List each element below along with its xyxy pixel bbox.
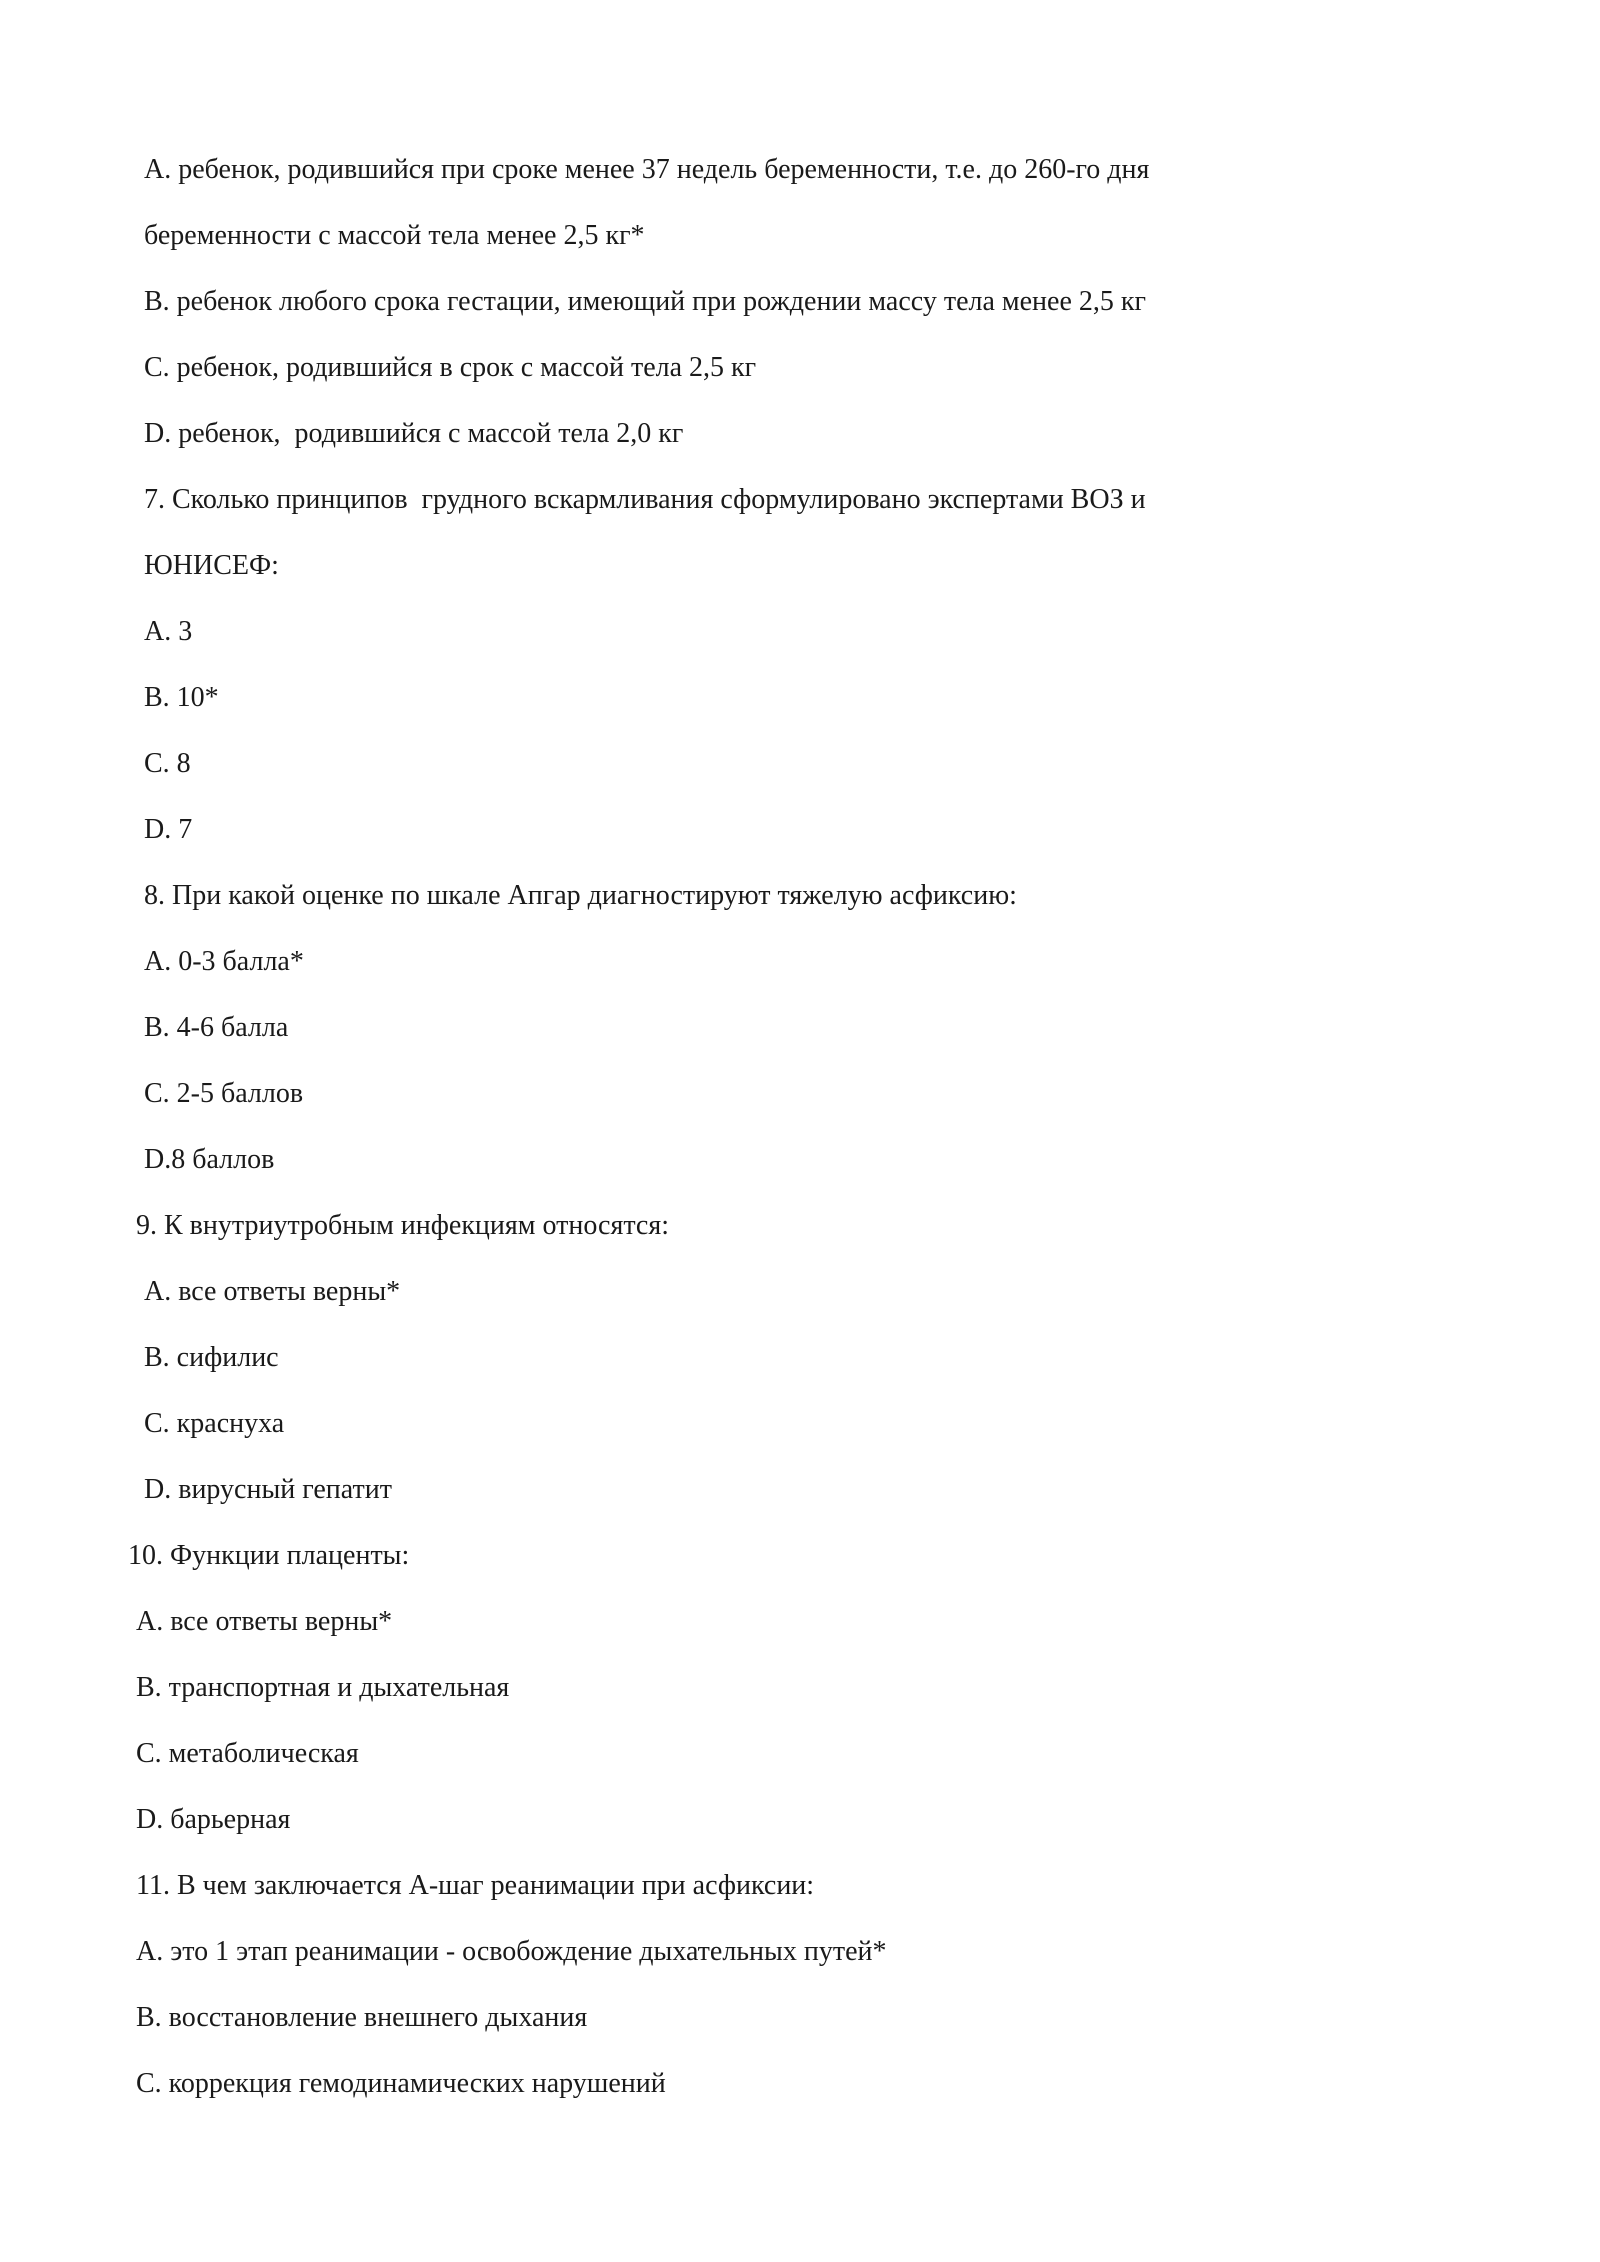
q10-option-c: C. метаболическая bbox=[136, 1738, 359, 1769]
q6-option-a-line1: A. ребенок, родившийся при сроке менее 37 недель беременности, т.е. до 260-го дня bbox=[144, 154, 1150, 185]
q7-option-b: B. 10* bbox=[144, 682, 219, 713]
q9-option-d: D. вирусный гепатит bbox=[144, 1474, 392, 1505]
q8-question: 8. При какой оценке по шкале Апгар диагностируют тяжелую асфиксию: bbox=[144, 880, 1017, 911]
q7-question-line1: 7. Сколько принципов грудного вскармливания сформулировано экспертами ВОЗ и bbox=[144, 484, 1146, 515]
q11-option-a: A. это 1 этап реанимации - освобождение дыхательных путей* bbox=[136, 1936, 887, 1967]
q11-question: 11. В чем заключается А-шаг реанимации при асфиксии: bbox=[136, 1870, 815, 1901]
q8-option-b: B. 4-6 балла bbox=[144, 1012, 289, 1043]
q10-option-d: D. барьерная bbox=[136, 1804, 291, 1835]
q10-option-a: A. все ответы верны* bbox=[136, 1606, 393, 1637]
q10-option-b: B. транспортная и дыхательная bbox=[136, 1672, 510, 1703]
q9-option-b: B. сифилис bbox=[144, 1342, 279, 1373]
q7-option-a: A. 3 bbox=[144, 616, 193, 647]
q6-option-d: D. ребенок, родившийся с массой тела 2,0 кг bbox=[144, 418, 684, 449]
q9-option-c: C. краснуха bbox=[144, 1408, 285, 1439]
q8-option-c: C. 2-5 баллов bbox=[144, 1078, 304, 1109]
q7-question-line2: ЮНИСЕФ: bbox=[144, 550, 279, 581]
q11-option-b: B. восстановление внешнего дыхания bbox=[136, 2002, 588, 2033]
q7-option-d: D. 7 bbox=[144, 814, 193, 845]
q9-option-a: A. все ответы верны* bbox=[144, 1276, 401, 1307]
q9-question: 9. К внутриутробным инфекциям относятся: bbox=[136, 1210, 670, 1241]
q8-option-d: D.8 баллов bbox=[144, 1144, 275, 1175]
q11-option-c: C. коррекция гемодинамических нарушений bbox=[136, 2068, 666, 2099]
q6-option-b: B. ребенок любого срока гестации, имеющий при рождении массу тела менее 2,5 кг bbox=[144, 286, 1146, 317]
q6-option-c: C. ребенок, родившийся в срок с массой тела 2,5 кг bbox=[144, 352, 757, 383]
q10-question: 10. Функции плаценты: bbox=[128, 1540, 410, 1571]
q7-option-c: C. 8 bbox=[144, 748, 191, 779]
q6-option-a-line2: беременности с массой тела менее 2,5 кг* bbox=[144, 220, 645, 251]
q8-option-a: A. 0-3 балла* bbox=[144, 946, 304, 977]
